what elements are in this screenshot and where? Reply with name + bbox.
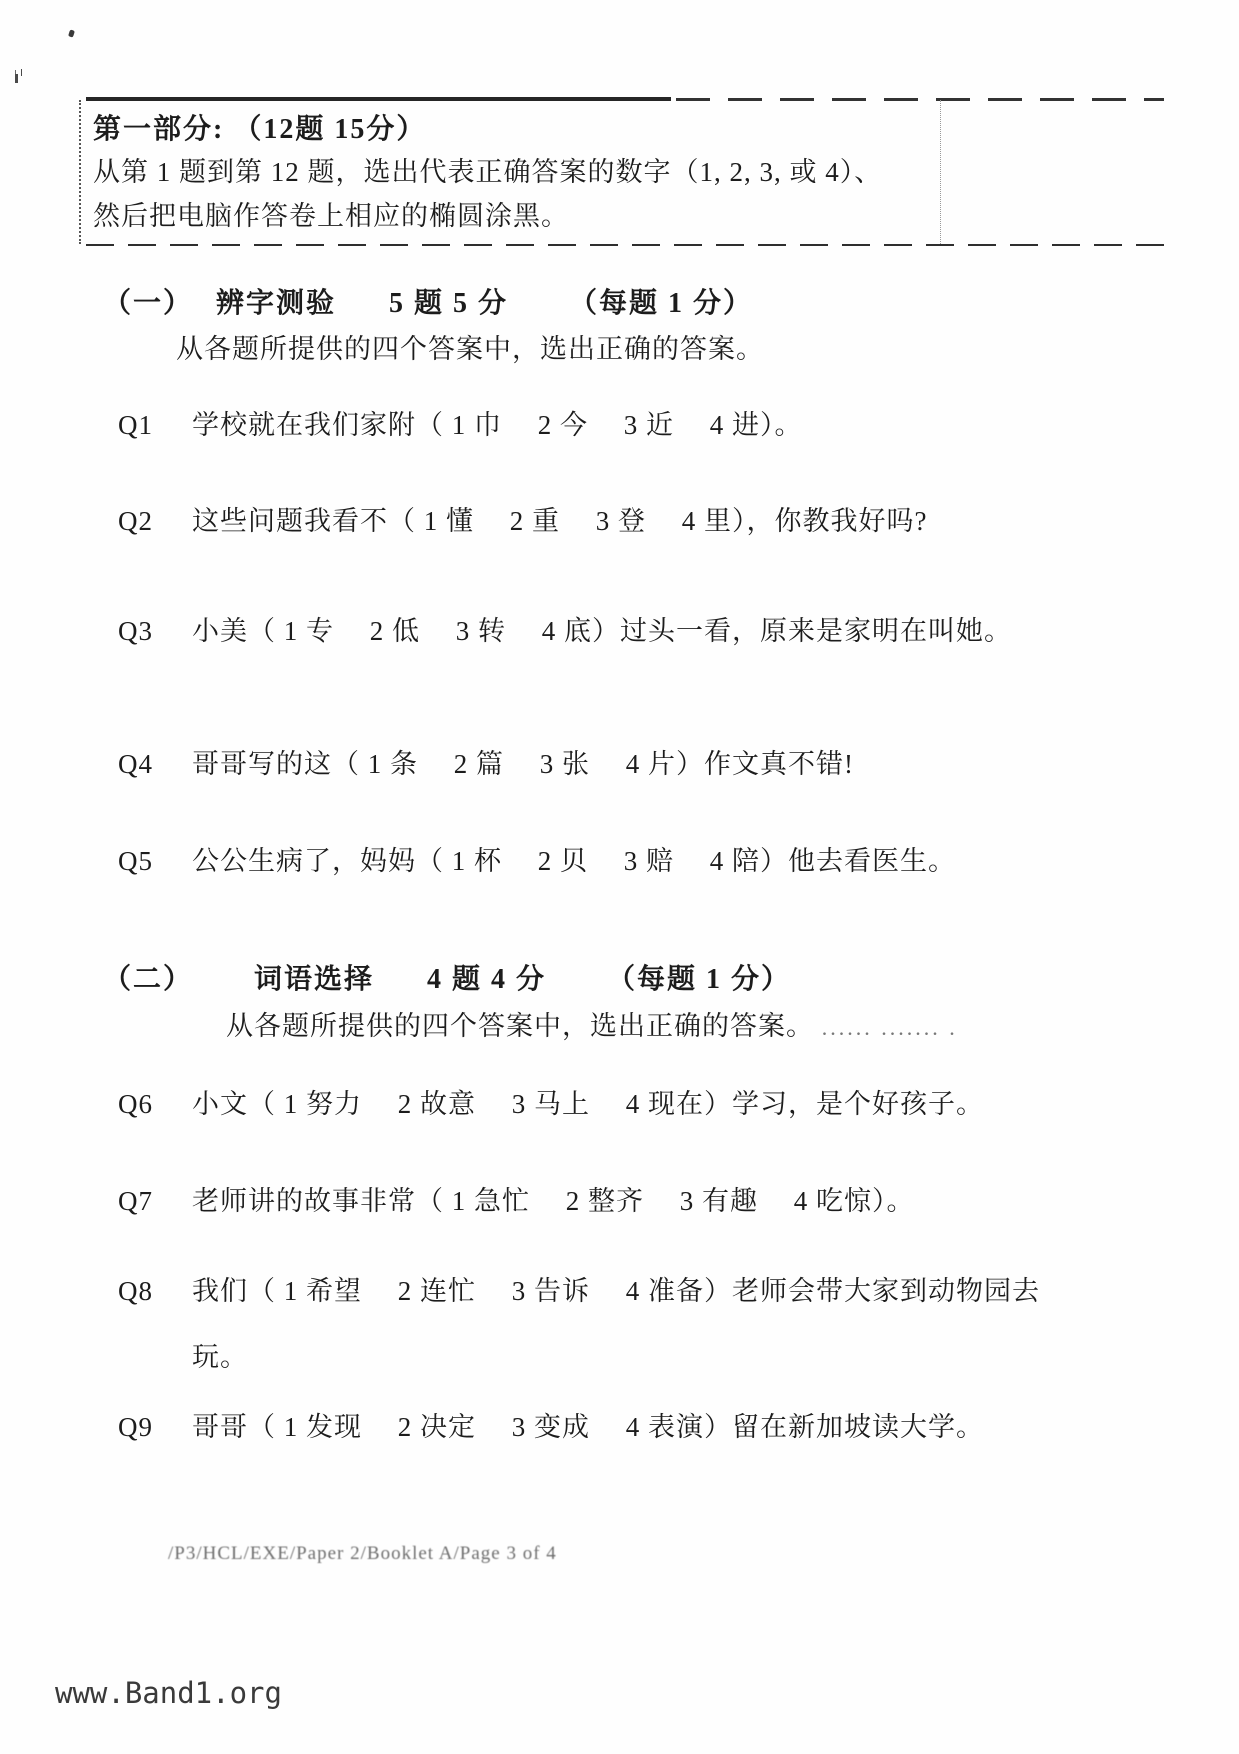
- section-1-instruction: [176, 327, 764, 366]
- question-label: Q5: [118, 846, 153, 876]
- question-text: 小文（ 1 努力 2 故意 3 马上 4 现在）学习，是个好孩子。: [192, 1089, 984, 1119]
- question-row: [118, 392, 803, 458]
- question-text: 哥哥（ 1 发现 2 决定 3 变成 4 表演）留在新加坡读大学。: [192, 1412, 984, 1442]
- section-2-instruction-dots: ...... ....... .: [821, 1015, 958, 1040]
- section-1-number: （一）: [103, 288, 194, 319]
- question-label: Q7: [118, 1186, 153, 1216]
- question-label: Q6: [118, 1089, 153, 1119]
- scan-artifact-mark: [15, 74, 18, 83]
- question-label: Q1: [118, 410, 153, 440]
- question-row: [118, 488, 927, 554]
- question-row: [118, 731, 854, 797]
- section-2-instruction-text: 从各题所提供的四个答案中，选出正确的答案。: [226, 1011, 814, 1041]
- question-row: [118, 828, 956, 894]
- question-row: [118, 1258, 1047, 1390]
- question-label: Q9: [118, 1412, 153, 1442]
- question-text: 哥哥写的这（ 1 条 2 篇 3 张 4 片）作文真不错!: [192, 749, 854, 779]
- question-label: Q3: [118, 616, 153, 646]
- section-1-per-question: （每题 1 分）: [569, 288, 754, 319]
- question-row: [118, 1394, 984, 1460]
- section-1-heading: [103, 281, 753, 321]
- question-text: 公公生病了，妈妈（ 1 杯 2 贝 3 赔 4 陪）他去看医生。: [192, 846, 956, 876]
- section-1-marks: 5 题 5 分: [389, 288, 509, 319]
- question-text: 老师讲的故事非常（ 1 急忙 2 整齐 3 有趣 4 吃惊）。: [192, 1186, 915, 1216]
- question-label: Q4: [118, 749, 153, 779]
- part-title: 第一部分: （12题 15分）: [93, 114, 427, 145]
- question-row: [118, 1071, 984, 1137]
- watermark-url: www.Band1.org: [55, 1676, 282, 1710]
- part-instruction-line-2: 然后把电脑作答卷上相应的椭圆涂黑。: [93, 201, 569, 231]
- part-instruction-line-1: 从第 1 题到第 12 题，选出代表正确答案的数字（1, 2, 3, 或 4）、: [93, 157, 883, 187]
- section-1-title: 辨字测验: [216, 288, 337, 319]
- question-label: Q8: [118, 1276, 153, 1306]
- question-row: [118, 598, 1012, 664]
- section-2-per-question: （每题 1 分）: [607, 964, 792, 995]
- scan-artifact-dot: [68, 29, 75, 37]
- header-box: [79, 100, 941, 244]
- question-text: 我们（ 1 希望 2 连忙 3 告诉 4 准备）老师会带大家到动物园去玩。: [192, 1276, 1040, 1372]
- section-2-instruction: [226, 1004, 958, 1043]
- question-text: 学校就在我们家附（ 1 巾 2 今 3 近 4 进）。: [192, 410, 803, 440]
- question-label: Q2: [118, 506, 153, 536]
- paper-reference-footer: /P3/HCL/EXE/Paper 2/Booklet A/Page 3 of 4: [168, 1543, 557, 1564]
- section-2-heading: [103, 957, 791, 997]
- question-text: 这些问题我看不（ 1 懂 2 重 3 登 4 里），你教我好吗?: [192, 506, 928, 536]
- section-2-number: （二）: [103, 964, 194, 995]
- question-text: 小美（ 1 专 2 低 3 转 4 底）过头一看，原来是家明在叫她。: [192, 616, 1012, 646]
- section-2-marks: 4 题 4 分: [427, 964, 547, 995]
- question-row: [118, 1168, 915, 1234]
- section-2-title: 词语选择: [254, 964, 375, 995]
- header-box-bottom-rule: [86, 244, 1164, 246]
- section-1-instruction-text: 从各题所提供的四个答案中，选出正确的答案。: [176, 334, 764, 364]
